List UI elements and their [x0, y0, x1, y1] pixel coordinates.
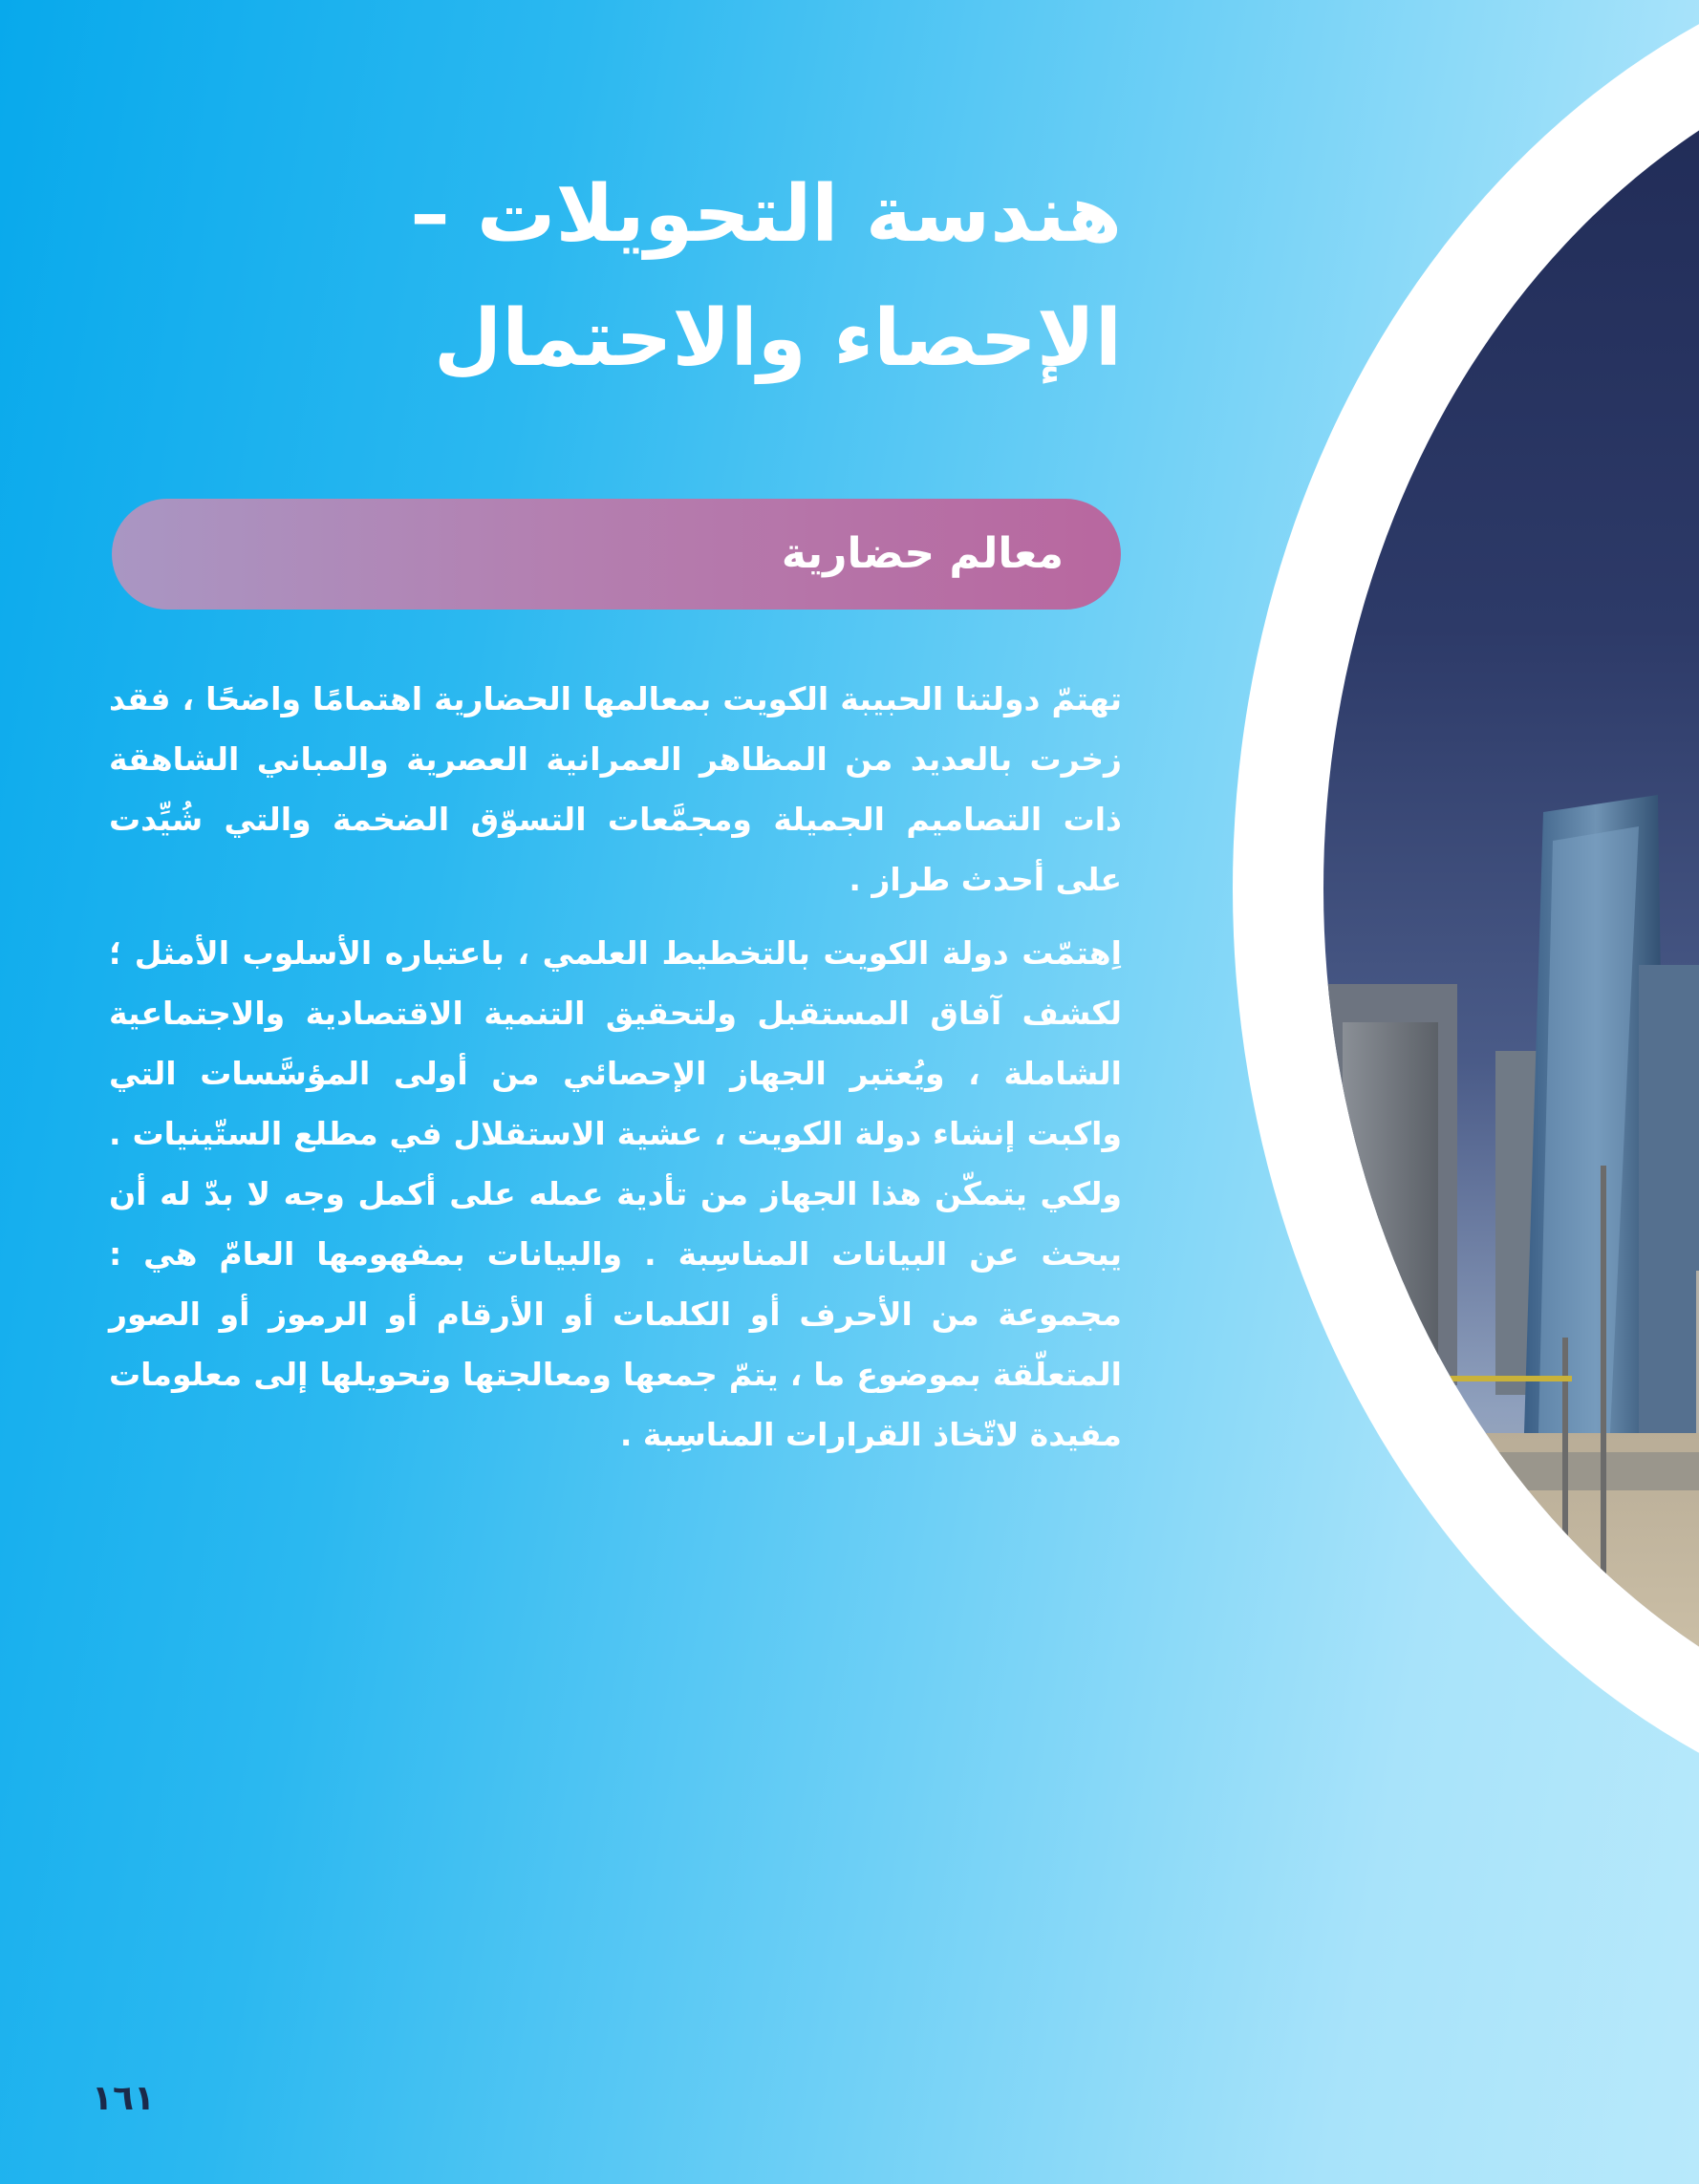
- page-number: ١٦١: [92, 2079, 155, 2118]
- paragraph-2: اِهتمّت دولة الكويت بالتخطيط العلمي ، باعتباره الأسلوب الأمثل ؛ لكشف آفاق المستقبل ولتحقيق التنمية الاقتصادية والاجتماعية الشاملة ، ويُعتبر الجهاز الإحصائي من أولى المؤسَّسات التي واكبت إنشاء دولة الكويت ، عشية الاستقلال في مطلع الستّينيات . ولكي يتمكّن هذا الجهاز من تأدية عمله على أكمل وجه لا بدّ له أن يبحث عن البيانات المناسِبة . والبيانات بمفهومها العامّ هي : مجموعة من الأحرف أو الكلمات أو الأرقام أو الرموز أو الصور المتعلّقة بموضوع ما ، يتمّ جمعها ومعالجتها وتحويلها إلى معلومات مفيدة لاتّخاذ القرارات المناسِبة .: [109, 934, 1122, 1453]
- section-heading: معالم حضارية: [781, 529, 1064, 578]
- title-line-2: الإحصاء والاحتمال: [434, 293, 1122, 384]
- building: [1343, 1022, 1438, 1385]
- title-line-1: هندسة التحويلات –: [410, 169, 1122, 260]
- street-pole: [1601, 1166, 1606, 1576]
- sign-gantry: [1438, 1376, 1572, 1381]
- kuwait-skyline-photo: [1323, 19, 1699, 1758]
- section-heading-banner: [112, 499, 1121, 610]
- skyline-illustration: [1323, 19, 1699, 1758]
- paragraph-1: تهتمّ دولتنا الحبيبة الكويت بمعالمها الحضارية اهتمامًا واضحًا ، فقد زخرت بالعديد من المظاهر العمرانية العصرية والمباني الشاهقة ذات التصاميم الجميلة ومجمَّعات التسوّق الضخمة والتي شُيِّدت على أحدث طراز .: [109, 680, 1122, 898]
- page-title: [262, 153, 1122, 401]
- road: [1467, 1452, 1699, 1490]
- body-text: [109, 669, 1122, 1478]
- building: [1639, 965, 1699, 1443]
